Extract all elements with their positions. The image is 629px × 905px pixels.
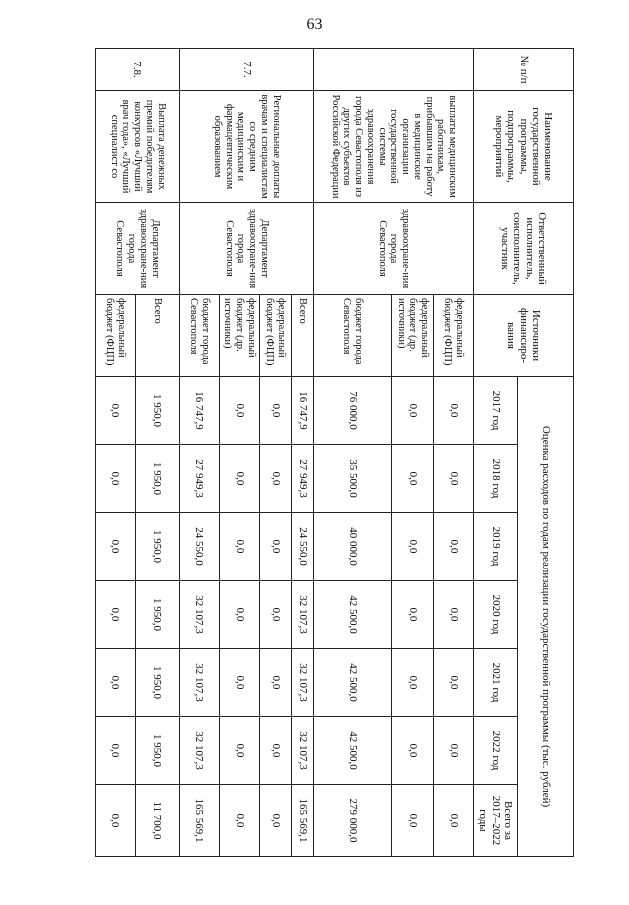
value-cell: 0,0 xyxy=(392,717,434,785)
value-cell: 0,0 xyxy=(95,717,135,785)
value-cell: 0,0 xyxy=(434,377,474,445)
funding-source: федеральный бюджет (др. источники) xyxy=(392,295,434,377)
measure-name: Региональные доплаты врачам и специалистам со средним медицинским и фармацевтическим образованием xyxy=(179,91,313,203)
value-cell: 0,0 xyxy=(260,649,292,717)
header-year: 2022 год xyxy=(474,717,518,785)
value-cell: 0,0 xyxy=(260,513,292,581)
value-cell: 24 550,0 xyxy=(292,513,314,581)
value-cell: 32 107,3 xyxy=(292,581,314,649)
value-cell: 76 000,0 xyxy=(314,377,392,445)
value-cell: 0,0 xyxy=(260,581,292,649)
value-cell: 0,0 xyxy=(260,717,292,785)
value-cell: 0,0 xyxy=(219,513,259,581)
value-cell: 27 949,3 xyxy=(292,445,314,513)
value-cell: 165 569,1 xyxy=(292,785,314,857)
value-cell: 0,0 xyxy=(95,649,135,717)
funding-source: федеральный бюджет (ФЦП) xyxy=(260,295,292,377)
responsible-executor: Департамент здравоохране-ния города Севастополя xyxy=(95,203,179,295)
header-year: 2021 год xyxy=(474,649,518,717)
value-cell: 0,0 xyxy=(260,377,292,445)
funding-source: Всего xyxy=(135,295,179,377)
value-cell: 24 550,0 xyxy=(179,513,219,581)
header-year: 2018 год xyxy=(474,445,518,513)
page-number: 63 xyxy=(306,16,323,33)
measure-name: выплаты медицинским работникам, прибывшим на работу в медицинские организации государственной системы здравоохранения города Севастополя из других субъектов Российской Федерации xyxy=(314,91,474,203)
funding-source: бюджет города Севастополя xyxy=(314,295,392,377)
value-cell: 0,0 xyxy=(434,513,474,581)
value-cell: 1 950,0 xyxy=(135,649,179,717)
value-cell: 0,0 xyxy=(434,717,474,785)
value-cell: 0,0 xyxy=(392,785,434,857)
value-cell: 32 107,3 xyxy=(179,581,219,649)
funding-source: бюджет города Севастополя xyxy=(179,295,219,377)
value-cell: 42 500,0 xyxy=(314,581,392,649)
value-cell: 32 107,3 xyxy=(179,649,219,717)
header-year-total: Всего за 2017–2022 годы xyxy=(474,785,518,857)
value-cell: 35 500,0 xyxy=(314,445,392,513)
value-cell: 0,0 xyxy=(95,581,135,649)
value-cell: 32 107,3 xyxy=(179,717,219,785)
header-name: Наименование государственной программы, подпрограммы, мероприятий xyxy=(474,91,574,203)
value-cell: 1 950,0 xyxy=(135,581,179,649)
measure-name: Выплата денежных премий победителям конкурсов «Лучший врач года», «Лучший специалист со xyxy=(95,91,179,203)
header-expenses-group: Оценка расходов по годам реализации государственной программы (тыс. рублей) xyxy=(518,377,574,857)
value-cell: 0,0 xyxy=(219,649,259,717)
header-row-group xyxy=(518,49,574,857)
funding-source: федеральный бюджет (ФЦП) xyxy=(95,295,135,377)
value-cell: 0,0 xyxy=(392,581,434,649)
budget-table xyxy=(95,48,574,857)
header-year: 2017 год xyxy=(474,377,518,445)
header-num: № п/п xyxy=(474,49,574,91)
header-responsible: Ответственный исполнитель, соисполнитель, участник xyxy=(474,203,574,295)
value-cell: 42 500,0 xyxy=(314,649,392,717)
value-cell: 0,0 xyxy=(95,785,135,857)
value-cell: 0,0 xyxy=(219,717,259,785)
value-cell: 0,0 xyxy=(392,649,434,717)
funding-source: федеральный бюджет (ФЦП) xyxy=(434,295,474,377)
value-cell: 0,0 xyxy=(95,445,135,513)
value-cell: 1 950,0 xyxy=(135,445,179,513)
header-year: 2020 год xyxy=(474,581,518,649)
value-cell: 0,0 xyxy=(392,513,434,581)
value-cell: 0,0 xyxy=(95,513,135,581)
value-cell: 0,0 xyxy=(434,649,474,717)
value-cell: 32 107,3 xyxy=(292,717,314,785)
value-cell: 165 569,1 xyxy=(179,785,219,857)
value-cell: 40 000,0 xyxy=(314,513,392,581)
value-cell: 0,0 xyxy=(392,377,434,445)
value-cell: 32 107,3 xyxy=(292,649,314,717)
value-cell: 11 700,0 xyxy=(135,785,179,857)
table-row xyxy=(292,49,314,857)
value-cell: 16 747,9 xyxy=(179,377,219,445)
funding-source: Всего xyxy=(292,295,314,377)
row-num xyxy=(314,49,474,91)
value-cell: 0,0 xyxy=(219,581,259,649)
value-cell: 1 950,0 xyxy=(135,717,179,785)
value-cell: 0,0 xyxy=(434,785,474,857)
value-cell: 0,0 xyxy=(219,445,259,513)
value-cell: 0,0 xyxy=(219,785,259,857)
funding-source: федеральный бюджет (др. источники) xyxy=(219,295,259,377)
value-cell: 279 000,0 xyxy=(314,785,392,857)
value-cell: 0,0 xyxy=(434,445,474,513)
table-row xyxy=(434,49,474,857)
value-cell: 42 500,0 xyxy=(314,717,392,785)
responsible-executor: Департамент здравоохране-ния города Севастополя xyxy=(179,203,313,295)
value-cell: 0,0 xyxy=(95,377,135,445)
row-num: 7.7. xyxy=(179,49,313,91)
value-cell: 0,0 xyxy=(219,377,259,445)
responsible-executor: здравоохране-ния города Севастополя xyxy=(314,203,474,295)
value-cell: 0,0 xyxy=(392,445,434,513)
rotated-table-container xyxy=(97,48,574,856)
row-num: 7.8. xyxy=(95,49,179,91)
value-cell: 0,0 xyxy=(260,445,292,513)
header-year: 2019 год xyxy=(474,513,518,581)
value-cell: 0,0 xyxy=(434,581,474,649)
header-sources: Источники финансиро-вания xyxy=(474,295,574,377)
value-cell: 1 950,0 xyxy=(135,377,179,445)
table-row xyxy=(135,49,179,857)
value-cell: 0,0 xyxy=(260,785,292,857)
value-cell: 16 747,9 xyxy=(292,377,314,445)
value-cell: 27 949,3 xyxy=(179,445,219,513)
value-cell: 1 950,0 xyxy=(135,513,179,581)
